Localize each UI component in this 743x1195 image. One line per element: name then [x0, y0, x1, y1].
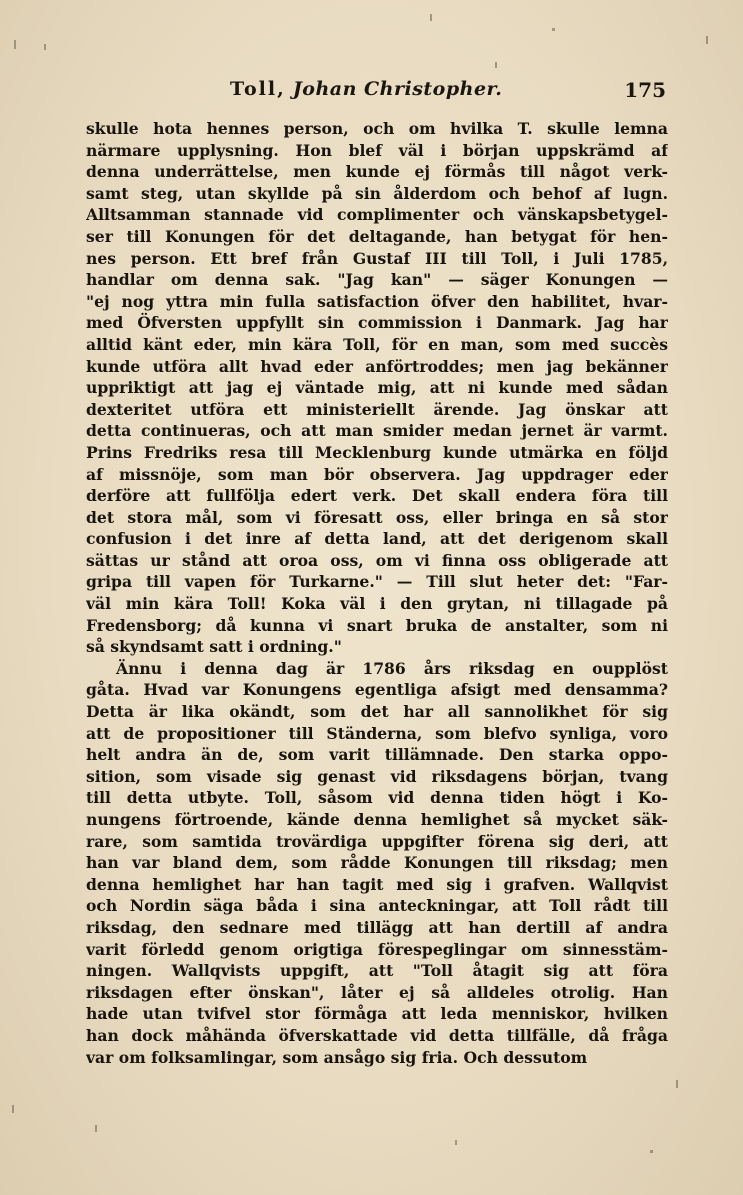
text-line: han dock måhända öfverskattade vid detta tillfälle, då fråga — [86, 1025, 668, 1045]
body-text — [86, 118, 668, 1068]
text-line: nes person. Ett bref från Gustaf III till Toll, i Juli 1785, — [86, 248, 668, 268]
text-line: Fredensborg; då kunna vi snart bruka de anstalter, som ni — [86, 615, 668, 635]
running-title-given-names: Johan Christopher. — [292, 78, 503, 100]
paper-speck — [12, 1105, 14, 1113]
text-line: sition, som visade sig genast vid riksdagens början, tvang — [86, 766, 668, 786]
text-line: riksdag, den sednare med tillägg att han dertill af andra — [86, 917, 668, 937]
paper-speck — [495, 62, 497, 68]
paper-speck — [676, 1080, 678, 1088]
text-line: confusion i det inre af detta land, att det derigenom skall — [86, 529, 668, 549]
paper-speck — [95, 1125, 97, 1132]
text-line: så skyndsamt satt i ordning." — [86, 637, 342, 657]
text-line: uppriktigt att jag ej väntade mig, att ni kunde med sådan — [86, 378, 668, 398]
text-line: riksdagen efter önskan", låter ej så alldeles otrolig. Han — [86, 982, 668, 1002]
running-title — [230, 78, 502, 100]
text-line: ningen. Wallqvists uppgift, att "Toll åtagit sig att föra — [86, 961, 668, 981]
text-line: och Nordin säga båda i sina anteckningar, att Toll rådt till — [86, 896, 668, 916]
text-line: varit förledd genom origtiga förespeglingar om sinnesstäm- — [86, 939, 668, 959]
paper-speck — [650, 1150, 653, 1153]
text-line: derföre att fullfölja edert verk. Det skall endera föra till — [86, 486, 668, 506]
text-line: gripa till vapen för Turkarne." — Till slut heter det: "Far- — [86, 572, 668, 592]
text-line: Detta är lika okändt, som det har all sannolikhet för sig — [86, 702, 668, 722]
running-head — [86, 78, 666, 104]
text-line: skulle hota hennes person, och om hvilka T. skulle lemna — [86, 119, 668, 138]
text-line: denna underrättelse, men kunde ej förmås till något verk- — [86, 162, 668, 182]
text-line: detta continueras, och att man smider medan jernet är varmt. — [86, 421, 668, 441]
paper-speck — [430, 14, 432, 21]
text-line: väl min kära Toll! Koka väl i den grytan, ni tillagade på — [86, 594, 668, 614]
text-line: närmare upplysning. Hon blef väl i början uppskrämd af — [86, 140, 668, 160]
text-line: kunde utföra allt hvad eder anförtroddes; men jag bekänner — [86, 356, 668, 376]
paper-speck — [552, 28, 555, 31]
text-line: Alltsamman stannade vid complimenter och vänskapsbetygel- — [86, 205, 668, 225]
text-line: denna hemlighet har han tagit med sig i grafven. Wallqvist — [86, 874, 668, 894]
text-line: dexteritet utföra ett ministeriellt ärende. Jag önskar att — [86, 399, 668, 419]
text-line: det stora mål, som vi föresatt oss, eller bringa en så stor — [86, 507, 668, 527]
text-line: handlar om denna sak. "Jag kan" — säger Konungen — — [86, 270, 668, 290]
page-number: 175 — [624, 78, 666, 102]
text-line: af missnöje, som man bör observera. Jag uppdrager eder — [86, 464, 668, 484]
text-line: samt steg, utan skyllde på sin ålderdom och behof af lugn. — [86, 183, 668, 203]
running-title-surname: Toll, — [230, 78, 286, 100]
text-line: nungens förtroende, kände denna hemlighet så mycket säk- — [86, 810, 668, 829]
paper-speck — [706, 36, 708, 44]
text-line: Ännu i denna dag är 1786 års riksdag en oupplöst — [116, 658, 668, 678]
text-line: ser till Konungen för det deltagande, han betygat för hen- — [86, 226, 668, 246]
text-line: rare, som samtida trovärdiga uppgifter förena sig deri, att — [86, 831, 668, 851]
text-line: sättas ur stånd att oroa oss, om vi finna oss obligerade att — [86, 550, 668, 570]
text-line: helt andra än de, som varit tillämnade. Den starka oppo- — [86, 745, 668, 765]
text-line: Prins Fredriks resa till Mecklenburg kunde utmärka en följd — [86, 442, 668, 462]
paper-speck — [14, 40, 16, 49]
text-line: att de propositioner till Ständerna, som blefvo synliga, voro — [86, 723, 668, 743]
text-line: gåta. Hvad var Konungens egentliga afsigt med densamma? — [86, 680, 668, 700]
text-line: "ej nog yttra min fulla satisfaction öfver den habilitet, hvar- — [86, 291, 668, 311]
text-line: med Öfversten uppfyllt sin commission i Danmark. Jag har — [86, 313, 668, 333]
paper-speck — [44, 44, 46, 50]
text-line: hade utan tvifvel stor förmåga att leda menniskor, hvilken — [86, 1004, 668, 1024]
text-line: var om folksamlingar, som ansågo sig fria. Och dessutom — [86, 1047, 588, 1067]
text-line: alltid känt eder, min kära Toll, för en man, som med succès — [86, 334, 668, 354]
paper-speck — [455, 1140, 457, 1145]
text-line: han var bland dem, som rådde Konungen till riksdag; men — [86, 853, 668, 873]
text-line: till detta utbyte. Toll, såsom vid denna tiden högt i Ko- — [86, 788, 668, 808]
